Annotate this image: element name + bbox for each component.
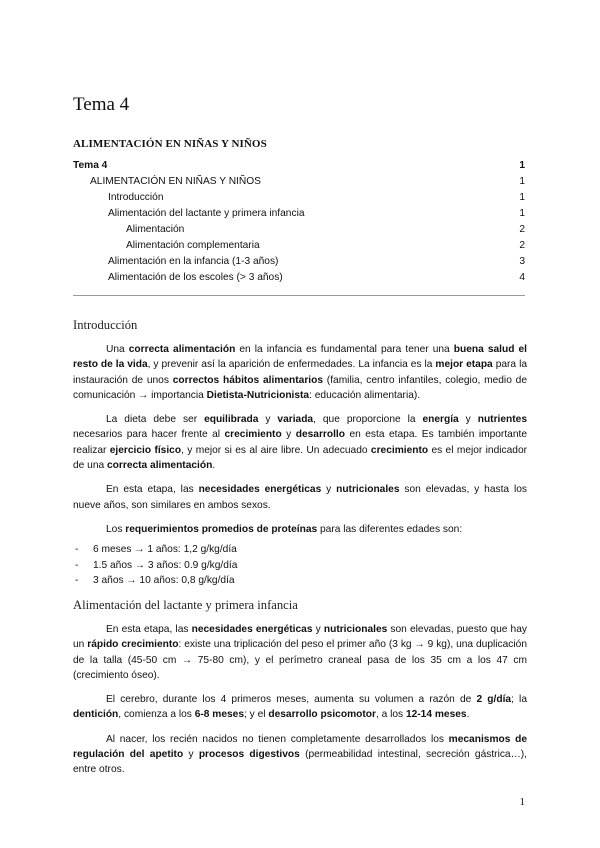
section-heading: Alimentación del lactante y primera infancia: [73, 598, 298, 612]
text-run: en la infancia es fundamental para tener una: [235, 344, 454, 355]
paragraph: [73, 482, 527, 513]
text-run: para la instauración de unos: [73, 359, 528, 386]
text-run: y: [312, 624, 324, 635]
text-run: ; y el: [244, 709, 269, 721]
divider: [73, 295, 525, 296]
text-run: .: [466, 709, 470, 721]
text-run: y: [458, 414, 478, 426]
toc-entry-page: 4: [519, 272, 525, 283]
text-run: Los: [106, 523, 126, 535]
emphasis-text: equilibrada: [204, 414, 259, 426]
page-number: 1: [519, 796, 525, 808]
text-run: es el mejor indicador de una: [73, 444, 528, 472]
toc-entry-page: 1: [519, 176, 525, 187]
toc-entry-page: 1: [519, 192, 525, 203]
emphasis-text: nutricionales: [336, 484, 400, 496]
toc-entry-page: 3: [519, 256, 525, 267]
text-run: son elevadas, y hasta los nueve años, son similares en ambos sexos.: [73, 484, 527, 511]
toc-entry-title: Introducción: [108, 192, 164, 203]
toc-entry-page: 2: [519, 224, 525, 235]
paragraph: [73, 622, 527, 683]
emphasis-text: mecanismos de regulación del apetito: [73, 733, 527, 761]
emphasis-text: dentición: [73, 709, 119, 721]
emphasis-text: crecimiento: [224, 429, 282, 441]
text-run: En esta etapa, las: [106, 624, 192, 635]
emphasis-text: rápido crecimiento: [87, 639, 179, 651]
toc-entry[interactable]: [73, 254, 525, 270]
text-run: El cerebro, durante los 4 primeros meses, aumenta su volumen a razón de: [106, 694, 477, 706]
text-run: y: [258, 414, 278, 426]
text-run: : educación alimentaria).: [309, 389, 421, 401]
text-run: en esta etapa. Es también importante realizar: [73, 429, 527, 456]
toc-entry-title: Alimentación de los escoles (> 3 años): [108, 272, 283, 283]
toc-entry-title: Tema 4: [73, 160, 108, 171]
text-run: , comienza a los: [118, 709, 195, 721]
emphasis-text: procesos digestivos: [198, 749, 300, 761]
emphasis-text: necesidades energéticas: [191, 624, 313, 635]
text-run: , y mejor si es al aire libre. Un adecuado: [181, 444, 371, 456]
emphasis-text: correcta alimentación: [128, 344, 236, 355]
text-run: y: [281, 429, 296, 441]
paragraph: [73, 342, 527, 403]
text-run: necesarios para hacer frente al: [73, 429, 225, 441]
table-of-contents: [73, 158, 525, 286]
toc-entry-title: Alimentación en la infancia (1-3 años): [108, 256, 279, 267]
list-item: - 3 años → 10 años: 0,8 g/kg/día: [73, 573, 527, 588]
section-lactante: [73, 598, 527, 787]
emphasis-text: nutrientes: [477, 414, 527, 426]
emphasis-text: crecimiento: [370, 444, 429, 456]
emphasis-text: requerimientos promedios de proteínas: [125, 523, 318, 535]
toc-entry-title: Alimentación del lactante y primera infancia: [108, 208, 305, 219]
toc-entry-title: ALIMENTACIÓN EN NIÑAS Y NIÑOS: [90, 176, 261, 187]
text-run: Una: [106, 344, 129, 355]
toc-entry-title: Alimentación complementaria: [126, 240, 260, 251]
paragraph: [73, 412, 527, 473]
text-run: (familia, centro infantiles, colegio, medio de comunicación → importancia: [73, 374, 527, 401]
emphasis-text: ejercicio físico: [109, 444, 182, 456]
emphasis-text: necesidades energéticas: [198, 484, 322, 496]
list-item: - 6 meses → 1 años: 1,2 g/kg/día: [73, 542, 527, 557]
emphasis-text: Dietista-Nutricionista: [206, 389, 310, 401]
toc-entry[interactable]: [73, 238, 525, 254]
text-run: para las diferentes edades son:: [317, 523, 463, 535]
emphasis-text: 12-14 meses: [405, 709, 467, 721]
section-introduccion: [73, 318, 527, 588]
text-run: , y prevenir así la aparición de enfermedades. La infancia es la: [147, 359, 436, 371]
text-run: ; la: [511, 694, 527, 706]
toc-entry-page: 2: [519, 240, 525, 251]
emphasis-text: 6-8 meses: [194, 709, 245, 721]
paragraph: [73, 692, 527, 723]
text-run: son elevadas, puesto que hay un: [73, 624, 527, 651]
document-title: Tema 4: [73, 94, 130, 115]
toc-entry[interactable]: [73, 190, 525, 206]
emphasis-text: desarrollo psicomotor: [268, 709, 376, 721]
text-run: .: [212, 460, 216, 472]
emphasis-text: 2 g/día: [476, 694, 512, 706]
list-item: - 1.5 años → 3 años: 0.9 g/kg/día: [73, 558, 527, 573]
emphasis-text: energía: [422, 414, 459, 426]
paragraph: [73, 522, 527, 537]
toc-entry[interactable]: [73, 222, 525, 238]
text-run: En esta etapa, las: [106, 484, 199, 496]
toc-entry-title: Alimentación: [126, 224, 185, 235]
text-run: (permeabilidad intestinal, secreción gástrica…), entre otros.: [73, 749, 527, 776]
paragraph: [73, 732, 527, 778]
emphasis-text: correctos hábitos alimentarios: [172, 374, 324, 386]
section-heading: Introducción: [73, 318, 138, 332]
toc-entry[interactable]: [73, 206, 525, 222]
text-run: , a los: [375, 709, 406, 721]
text-run: : existe una triplicación del peso el primer año (3 kg → 9 kg), una duplicación de la talla (45-50 cm → 75-80 cm), y el perímetro craneal pasa de los 35 cm a los 47 cm (crecimiento óseo).: [73, 639, 527, 681]
text-run: y: [321, 484, 337, 496]
toc-entry[interactable]: [73, 174, 525, 190]
text-run: La dieta debe ser: [106, 414, 205, 426]
text-run: , que proporcione la: [313, 414, 423, 426]
text-run: Al nacer, los recién nacidos no tienen completamente desarrollados los: [106, 733, 449, 745]
text-run: y: [183, 749, 199, 761]
emphasis-text: desarrollo: [295, 429, 345, 441]
document-subtitle: ALIMENTACIÓN EN NIÑAS Y NIÑOS: [73, 138, 267, 150]
toc-entry-page: 1: [519, 160, 525, 171]
emphasis-text: correcta alimentación: [107, 460, 213, 472]
emphasis-text: buena salud el resto de la vida: [73, 344, 528, 371]
emphasis-text: nutricionales: [323, 624, 388, 635]
protein-requirements-list: [73, 542, 527, 588]
toc-entry[interactable]: [73, 270, 525, 286]
toc-entry-page: 1: [519, 208, 525, 219]
emphasis-text: variada: [277, 414, 314, 426]
toc-entry[interactable]: [73, 158, 525, 174]
emphasis-text: mejor etapa: [435, 359, 493, 371]
